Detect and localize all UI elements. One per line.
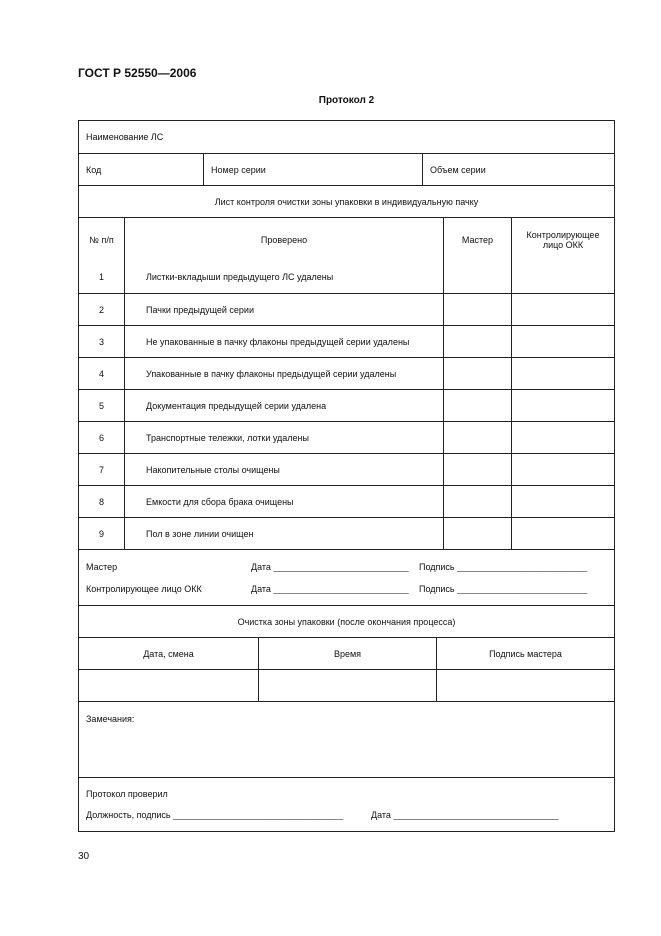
signatures-block: [79, 549, 614, 605]
row-master-cell[interactable]: [443, 294, 511, 325]
row-number: 6: [98, 432, 104, 443]
row-check-text: Пачки предыдущей серии: [124, 294, 443, 325]
cleaning-header: [79, 637, 614, 669]
okk-sign-line[interactable]: Подпись __________________________: [419, 584, 588, 594]
col-checked: Проверено: [124, 218, 443, 261]
row-check-text: Емкости для сбора брака очищены: [124, 486, 443, 517]
master-signature-cell[interactable]: [436, 670, 614, 701]
row-number: 2: [98, 304, 104, 315]
checklist-row: [79, 357, 614, 389]
row-check-text: Накопительные столы очищены: [124, 454, 443, 485]
row-number: 5: [98, 400, 104, 411]
master-sign-line[interactable]: Подпись __________________________: [419, 562, 588, 572]
row-number: 7: [98, 464, 104, 475]
volume-label: Объем серии: [422, 154, 614, 185]
checklist-title-row: [79, 185, 614, 217]
col-master-signature: Подпись мастера: [436, 638, 614, 669]
col-date-shift: Дата, смена: [143, 648, 194, 659]
row-master-cell[interactable]: [443, 326, 511, 357]
cleaning-title-row: [79, 605, 614, 637]
row-number: 8: [98, 496, 104, 507]
okk-date-line[interactable]: Дата ___________________________: [251, 584, 409, 594]
checklist-row: [79, 453, 614, 485]
series-label: Номер серии: [203, 154, 422, 185]
checklist-row: [79, 517, 614, 549]
cleaning-title: Очистка зоны упаковки (после окончания процесса): [237, 616, 456, 627]
cleaning-entry-row: [79, 669, 614, 701]
col-time: Время: [258, 638, 436, 669]
verified-label: Протокол проверил: [86, 789, 168, 799]
row-number: 3: [98, 336, 104, 347]
checklist-row: [79, 485, 614, 517]
row-master-cell[interactable]: [443, 358, 511, 389]
verified-block: [79, 777, 614, 831]
protocol-title: Протокол 2: [318, 95, 375, 106]
checklist-title: Лист контроля очистки зоны упаковки в индивидуальную пачку: [214, 196, 479, 207]
row-check-text: Пол в зоне линии очищен: [124, 518, 443, 549]
row-check-text: Транспортные тележки, лотки удалены: [124, 422, 443, 453]
date-shift-cell[interactable]: [79, 670, 258, 701]
row-master-cell[interactable]: [443, 518, 511, 549]
remarks-block[interactable]: [79, 701, 614, 777]
row-master-cell[interactable]: [443, 422, 511, 453]
checklist-row: [79, 389, 614, 421]
row-check-text: Упакованные в пачку флаконы предыдущей серии удалены: [124, 358, 443, 389]
row-master-cell[interactable]: [443, 390, 511, 421]
checklist-header: [79, 217, 614, 261]
checklist-row: [79, 325, 614, 357]
checklist-row: [79, 421, 614, 453]
row-okk-cell[interactable]: [511, 454, 614, 485]
col-master: Мастер: [443, 218, 511, 261]
verified-date-line[interactable]: Дата _________________________________: [371, 810, 559, 820]
code-series-row: [79, 153, 614, 185]
row-okk-cell[interactable]: [511, 422, 614, 453]
position-signature-line[interactable]: Должность, подпись __________________________________: [86, 810, 344, 820]
row-number: 9: [98, 528, 104, 539]
row-okk-cell[interactable]: [511, 326, 614, 357]
okk-signature-label: Контролирующее лицо ОКК: [86, 584, 202, 594]
row-check-text: Листки-вкладыши предыдущего ЛС удалены: [124, 261, 443, 293]
row-okk-cell[interactable]: [511, 486, 614, 517]
row-number: 1: [98, 272, 104, 282]
master-date-line[interactable]: Дата ___________________________: [251, 562, 409, 572]
row-okk-cell[interactable]: [511, 294, 614, 325]
col-number: № п/п: [89, 234, 114, 245]
time-cell[interactable]: [258, 670, 436, 701]
checklist-rows: [79, 261, 614, 549]
document-header: ГОСТ Р 52550—2006: [78, 66, 197, 80]
row-number: 4: [98, 368, 104, 379]
row-okk-cell[interactable]: [511, 358, 614, 389]
code-label: Код: [86, 164, 102, 175]
page-number: 30: [78, 851, 90, 862]
master-signature-label: Мастер: [86, 562, 118, 572]
row-okk-cell[interactable]: [511, 518, 614, 549]
row-okk-cell[interactable]: [511, 261, 614, 293]
row-okk-cell[interactable]: [511, 390, 614, 421]
row-master-cell[interactable]: [443, 261, 511, 293]
checklist-row: [79, 293, 614, 325]
col-okk: Контролирующее лицо ОКК: [511, 218, 614, 261]
row-check-text: Документация предыдущей серии удалена: [124, 390, 443, 421]
checklist-row: [79, 261, 614, 293]
remarks-label: Замечания:: [86, 714, 135, 724]
row-master-cell[interactable]: [443, 454, 511, 485]
drug-name-row: [79, 121, 614, 153]
protocol-form: [78, 120, 615, 832]
drug-name-label: Наименование ЛС: [86, 132, 164, 142]
row-check-text: Не упакованные в пачку флаконы предыдущей серии удалены: [124, 326, 443, 357]
row-master-cell[interactable]: [443, 486, 511, 517]
